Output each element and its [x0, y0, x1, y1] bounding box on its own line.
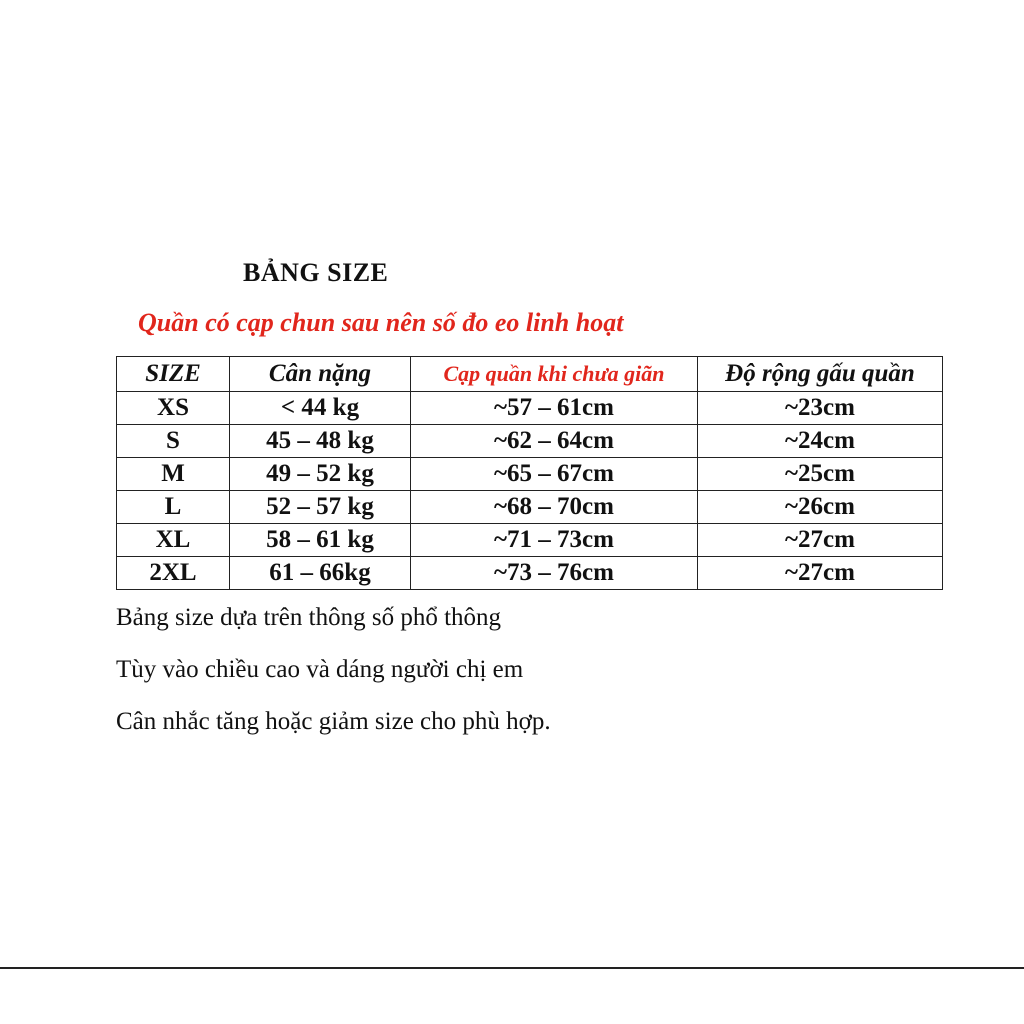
cell-waist: ~65 – 67cm: [411, 458, 698, 491]
cell-hem-width: ~23cm: [698, 392, 943, 425]
cell-weight: 58 – 61 kg: [230, 524, 411, 557]
table-row: [117, 458, 943, 491]
cell-waist: ~71 – 73cm: [411, 524, 698, 557]
cell-waist: ~62 – 64cm: [411, 425, 698, 458]
table-row: [117, 557, 943, 590]
size-table: [116, 356, 943, 590]
cell-waist: ~73 – 76cm: [411, 557, 698, 590]
cell-size: L: [117, 491, 230, 524]
cell-waist: ~68 – 70cm: [411, 491, 698, 524]
size-chart-subtitle: Quần có cạp chun sau nên số đo eo linh hoạt: [138, 308, 624, 337]
note-line: Tùy vào chiều cao và dáng người chị em: [116, 656, 524, 683]
cell-hem-width: ~27cm: [698, 524, 943, 557]
cell-size: M: [117, 458, 230, 491]
size-chart-title: BẢNG SIZE: [243, 258, 389, 287]
cell-weight: 61 – 66kg: [230, 557, 411, 590]
cell-weight: < 44 kg: [230, 392, 411, 425]
table-header-row: [117, 357, 943, 392]
table-row: [117, 392, 943, 425]
table-row: [117, 425, 943, 458]
cell-hem-width: ~26cm: [698, 491, 943, 524]
size-notes: [116, 592, 551, 748]
cell-weight: 52 – 57 kg: [230, 491, 411, 524]
header-weight: Cân nặng: [230, 357, 411, 392]
note-line: Cân nhắc tăng hoặc giảm size cho phù hợp.: [116, 708, 551, 735]
cell-size: XS: [117, 392, 230, 425]
header-hem-width: Độ rộng gấu quần: [698, 357, 943, 392]
cell-waist: ~57 – 61cm: [411, 392, 698, 425]
header-waist: Cạp quần khi chưa giãn: [411, 357, 698, 392]
cell-hem-width: ~27cm: [698, 557, 943, 590]
cell-size: XL: [117, 524, 230, 557]
header-size: SIZE: [117, 357, 230, 392]
table-row: [117, 524, 943, 557]
bottom-divider: [0, 967, 1024, 969]
note-line: Bảng size dựa trên thông số phổ thông: [116, 604, 502, 631]
table-row: [117, 491, 943, 524]
cell-hem-width: ~24cm: [698, 425, 943, 458]
cell-size: 2XL: [117, 557, 230, 590]
cell-weight: 49 – 52 kg: [230, 458, 411, 491]
cell-hem-width: ~25cm: [698, 458, 943, 491]
cell-size: S: [117, 425, 230, 458]
cell-weight: 45 – 48 kg: [230, 425, 411, 458]
